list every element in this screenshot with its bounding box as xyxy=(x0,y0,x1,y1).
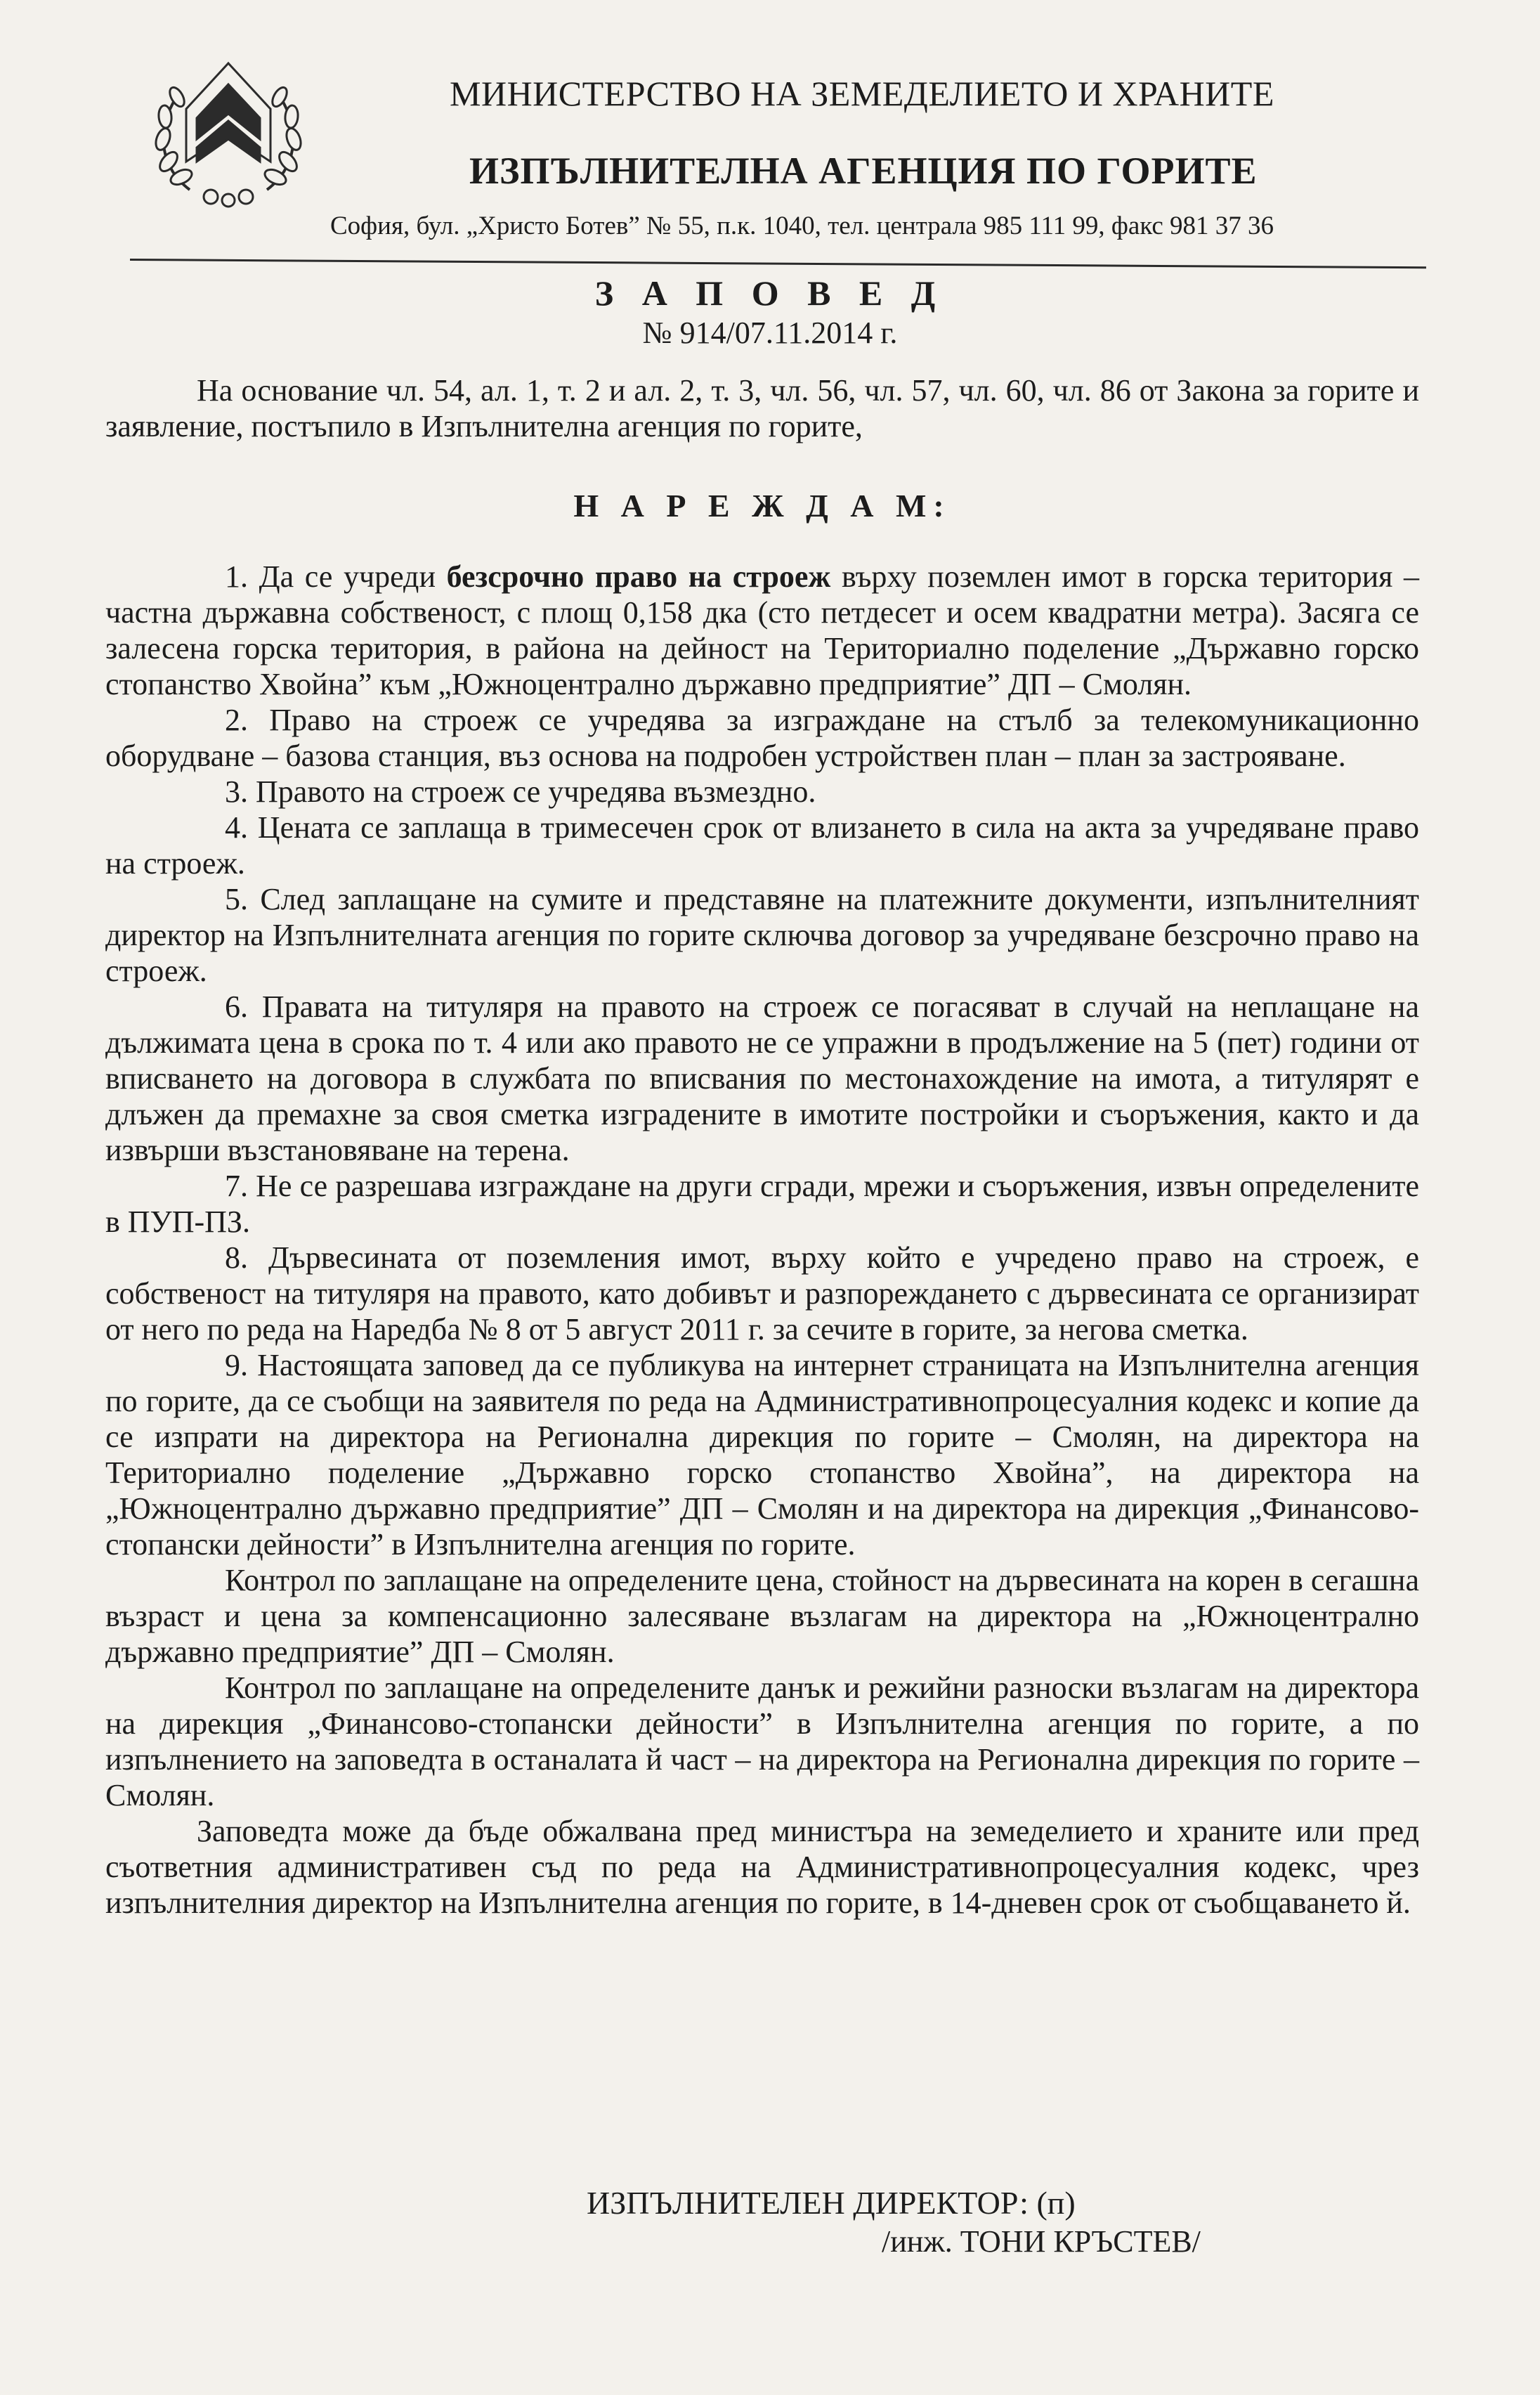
item-2: 2. Право на строеж се учредява за изграждане на стълб за телекомуникационно оборудване – базова станция, въз основа на подробен устройствен план – план за застрояване. xyxy=(105,703,1419,773)
item-1-start: 1. Да се учреди xyxy=(225,559,447,594)
agency-address: София, бул. „Христо Ботев” № 55, п.к. 1040, тел. централа 985 111 99, факс 981 37 36 xyxy=(330,212,1274,240)
item-1-bold: безсрочно право на строеж xyxy=(446,559,831,594)
control-paragraph-1: Контрол по заплащане на определените цена, стойност на дървесината на корен в сегашна възраст и цена за компенсационно залесяване възлагам на директора на „Южноцентрално държавно предприятие” ДП – Смолян. xyxy=(105,1563,1419,1669)
appeal-paragraph: Заповедта може да бъде обжалвана пред министъра на земеделието и храните или пред съответния административен съд по реда на Административнопроцесуалния кодекс, чрез изпълнителния директор на Изпълнителна агенция по горите, в 14-дневен срок от съобщаването й. xyxy=(105,1814,1419,1920)
forestry-agency-emblem-icon xyxy=(148,56,309,214)
agency-name: ИЗПЪЛНИТЕЛНА АГЕНЦИЯ ПО ГОРИТЕ xyxy=(469,150,1258,192)
ministry-name: МИНИСТЕРСТВО НА ЗЕМЕДЕЛИЕТО И ХРАНИТЕ xyxy=(450,74,1274,113)
item-5: 5. След заплащане на сумите и представяне на платежните документи, изпълнителният директор на Изпълнителната агенция по горите сключва договор за учредяване безсрочно право на строеж. xyxy=(105,882,1419,988)
item-9: 9. Настоящата заповед да се публикува на интернет страницата на Изпълнителна агенция по горите, да се съобщи на заявителя по реда на Административнопроцесуалния кодекс и копие да се изпрати на директора на Регионална дирекция по горите – Смолян, на директора на Териториално поделение „Държавно горско стопанство Хвойна”, на директора на „Южноцентрално държавно предприятие” ДП – Смолян и на директора на дирекция „Финансово-стопански дейности” в Изпълнителна агенция по горите. xyxy=(105,1348,1419,1562)
header-divider xyxy=(130,259,1426,268)
order-title: З А П О В Е Д xyxy=(594,273,946,313)
decree-heading: Н А Р Е Ж Д А М: xyxy=(573,488,951,524)
signatory-name: /инж. ТОНИ КРЪСТЕВ/ xyxy=(882,2224,1201,2259)
item-3: 3. Правото на строеж се учредява възмездно. xyxy=(225,774,816,809)
item-7: 7. Не се разрешава изграждане на други сгради, мрежи и съоръжения, извън определените в ПУП-ПЗ. xyxy=(105,1169,1419,1239)
preamble: На основание чл. 54, ал. 1, т. 2 и ал. 2, т. 3, чл. 56, чл. 57, чл. 60, чл. 86 от Закона за горите и заявление, постъпило в Изпълнителна агенция по горите, xyxy=(105,373,1419,443)
signatory-role: ИЗПЪЛНИТЕЛЕН ДИРЕКТОР: (п) xyxy=(587,2185,1076,2221)
order-body xyxy=(105,372,1419,1921)
item-8: 8. Дървесината от поземления имот, върху който е учредено право на строеж, е собственост на титуляря на правото, като добивът и разпореждането с дървесината се организират от него по реда на Наредба № 8 от 5 август 2011 г. за сечите в горите, за негова сметка. xyxy=(105,1240,1419,1346)
item-1 xyxy=(105,559,1419,702)
item-6: 6. Правата на титуляря на правото на строеж се погасяват в случай на неплащане на дължимата цена в срока по т. 4 или ако правото не се упражни в продължение на 5 (пет) години от вписването на договора в службата по вписвания по местонахождение на имота, а титулярят е длъжен да премахне за своя сметка изградените в имотите постройки и съоръжения, както и да извърши възстановяване на терена. xyxy=(105,989,1419,1167)
item-4: 4. Цената се заплаща в тримесечен срок от влизането в сила на акта за учредяване право на строеж. xyxy=(105,810,1419,881)
order-number: № 914/07.11.2014 г. xyxy=(642,316,898,350)
item-1-rest: върху поземлен имот в горска територия – частна държавна собственост, с площ 0,158 дка (сто петдесет и осем квадратни метра). Засяга се залесена горска територия, в района на дейност на Териториално поделение „Държавно горско стопанство Хвойна” към „Южноцентрално държавно предприятие” ДП – Смолян. xyxy=(105,559,1419,701)
control-paragraph-2: Контрол по заплащане на определените данък и режийни разноски възлагам на директора на дирекция „Финансово-стопански дейности” в Изпълнителна агенция по горите, а по изпълнението на заповедта в останалата й част – на директора на Регионална дирекция по горите – Смолян. xyxy=(105,1670,1419,1812)
